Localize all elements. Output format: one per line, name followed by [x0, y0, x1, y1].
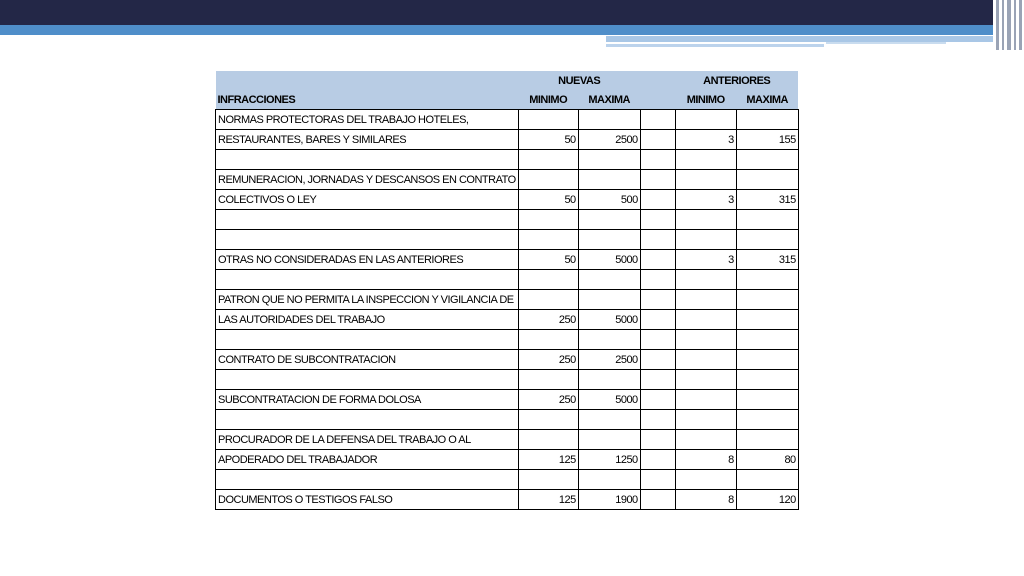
- table-row: [216, 110, 799, 130]
- table-row: [216, 470, 799, 490]
- table-row: [216, 250, 799, 270]
- row-nuevas-minimo: [518, 150, 578, 170]
- row-anteriores-maxima: 80: [736, 450, 798, 470]
- row-anteriores-minimo: [675, 410, 736, 430]
- row-anteriores-minimo: [675, 390, 736, 410]
- row-spacer-cell: [640, 130, 675, 150]
- row-spacer-cell: [640, 110, 675, 130]
- row-anteriores-maxima: [736, 470, 798, 490]
- row-spacer-cell: [640, 350, 675, 370]
- header-infracciones: INFRACCIONES: [216, 90, 519, 110]
- row-infraccion: PROCURADOR DE LA DEFENSA DEL TRABAJO O AL: [216, 430, 519, 450]
- row-nuevas-minimo: [518, 170, 578, 190]
- row-nuevas-maxima: 2500: [578, 130, 640, 150]
- row-nuevas-minimo: [518, 370, 578, 390]
- slide-header-band: [0, 0, 1024, 25]
- row-nuevas-minimo: [518, 330, 578, 350]
- table-row: [216, 370, 799, 390]
- row-nuevas-maxima: [578, 470, 640, 490]
- row-spacer-cell: [640, 470, 675, 490]
- infractions-table: [215, 71, 799, 510]
- row-nuevas-minimo: 250: [518, 350, 578, 370]
- row-infraccion: [216, 330, 519, 350]
- row-nuevas-maxima: 1900: [578, 490, 640, 510]
- row-nuevas-minimo: [518, 290, 578, 310]
- row-nuevas-maxima: 2500: [578, 350, 640, 370]
- row-anteriores-minimo: 3: [675, 250, 736, 270]
- row-spacer-cell: [640, 370, 675, 390]
- row-anteriores-maxima: [736, 170, 798, 190]
- row-anteriores-maxima: [736, 390, 798, 410]
- row-anteriores-minimo: [675, 150, 736, 170]
- table-row: [216, 130, 799, 150]
- table-row: [216, 190, 799, 210]
- row-spacer-cell: [640, 170, 675, 190]
- row-anteriores-maxima: [736, 350, 798, 370]
- row-nuevas-minimo: 50: [518, 130, 578, 150]
- row-anteriores-maxima: 315: [736, 250, 798, 270]
- table-row: [216, 170, 799, 190]
- table-row: [216, 490, 799, 510]
- row-nuevas-maxima: [578, 370, 640, 390]
- row-nuevas-minimo: [518, 410, 578, 430]
- row-nuevas-maxima: 5000: [578, 390, 640, 410]
- row-nuevas-minimo: 125: [518, 450, 578, 470]
- row-anteriores-maxima: [736, 370, 798, 390]
- header-nuevas-maxima: MAXIMA: [578, 90, 640, 110]
- row-nuevas-maxima: [578, 210, 640, 230]
- row-nuevas-minimo: [518, 470, 578, 490]
- row-infraccion: SUBCONTRATACION DE FORMA DOLOSA: [216, 390, 519, 410]
- row-nuevas-minimo: 50: [518, 190, 578, 210]
- row-anteriores-maxima: [736, 110, 798, 130]
- row-anteriores-maxima: [736, 430, 798, 450]
- table-row: [216, 310, 799, 330]
- row-anteriores-minimo: [675, 110, 736, 130]
- row-infraccion: [216, 410, 519, 430]
- row-anteriores-minimo: [675, 230, 736, 250]
- row-nuevas-minimo: [518, 210, 578, 230]
- row-anteriores-minimo: [675, 210, 736, 230]
- row-infraccion: LAS AUTORIDADES DEL TRABAJO: [216, 310, 519, 330]
- row-infraccion: [216, 270, 519, 290]
- row-anteriores-minimo: [675, 430, 736, 450]
- row-spacer-cell: [640, 190, 675, 210]
- row-spacer-cell: [640, 290, 675, 310]
- table-row: [216, 210, 799, 230]
- row-infraccion: [216, 150, 519, 170]
- row-anteriores-maxima: [736, 210, 798, 230]
- table-row: [216, 410, 799, 430]
- row-anteriores-maxima: [736, 230, 798, 250]
- row-anteriores-maxima: [736, 270, 798, 290]
- header-anteriores-maxima: MAXIMA: [736, 90, 798, 110]
- row-spacer-cell: [640, 330, 675, 350]
- table-row: [216, 330, 799, 350]
- decorative-bar: [826, 42, 946, 44]
- row-infraccion: PATRON QUE NO PERMITA LA INSPECCION Y VIGILANCIA DE: [216, 290, 519, 310]
- row-nuevas-maxima: [578, 110, 640, 130]
- table-row: [216, 230, 799, 250]
- row-nuevas-minimo: [518, 110, 578, 130]
- row-spacer-cell: [640, 430, 675, 450]
- row-nuevas-maxima: [578, 290, 640, 310]
- row-anteriores-minimo: 3: [675, 190, 736, 210]
- header-nuevas: NUEVAS: [518, 71, 640, 90]
- table-row: [216, 450, 799, 470]
- row-nuevas-maxima: 5000: [578, 250, 640, 270]
- table-row: [216, 270, 799, 290]
- row-infraccion: COLECTIVOS O LEY: [216, 190, 519, 210]
- row-infraccion: CONTRATO DE SUBCONTRATACION: [216, 350, 519, 370]
- table-row: [216, 430, 799, 450]
- slide-accent-line: [0, 25, 1000, 35]
- row-anteriores-minimo: 8: [675, 450, 736, 470]
- row-spacer-cell: [640, 150, 675, 170]
- row-spacer-cell: [640, 230, 675, 250]
- row-nuevas-maxima: [578, 410, 640, 430]
- table-row: [216, 350, 799, 370]
- row-nuevas-maxima: [578, 150, 640, 170]
- decorative-bar: [606, 44, 824, 47]
- row-nuevas-minimo: [518, 270, 578, 290]
- row-spacer-cell: [640, 390, 675, 410]
- row-anteriores-minimo: [675, 270, 736, 290]
- row-nuevas-minimo: 250: [518, 310, 578, 330]
- row-nuevas-maxima: 500: [578, 190, 640, 210]
- row-nuevas-minimo: 250: [518, 390, 578, 410]
- row-spacer-cell: [640, 270, 675, 290]
- row-infraccion: DOCUMENTOS O TESTIGOS FALSO: [216, 490, 519, 510]
- header-anteriores-minimo: MINIMO: [675, 90, 736, 110]
- row-anteriores-maxima: [736, 310, 798, 330]
- row-nuevas-minimo: 125: [518, 490, 578, 510]
- row-anteriores-maxima: [736, 290, 798, 310]
- row-anteriores-maxima: 120: [736, 490, 798, 510]
- table-row: [216, 290, 799, 310]
- row-nuevas-maxima: [578, 330, 640, 350]
- header-anteriores: ANTERIORES: [675, 71, 798, 90]
- row-anteriores-minimo: [675, 470, 736, 490]
- row-anteriores-minimo: 8: [675, 490, 736, 510]
- header-row-columns: [216, 90, 799, 110]
- row-anteriores-maxima: [736, 410, 798, 430]
- header-nuevas-minimo: MINIMO: [518, 90, 578, 110]
- row-infraccion: OTRAS NO CONSIDERADAS EN LAS ANTERIORES: [216, 250, 519, 270]
- decorative-stripes: [993, 0, 1024, 50]
- header-row-groups: [216, 71, 799, 90]
- row-spacer-cell: [640, 250, 675, 270]
- row-nuevas-maxima: [578, 170, 640, 190]
- row-anteriores-minimo: [675, 310, 736, 330]
- row-nuevas-maxima: 5000: [578, 310, 640, 330]
- row-spacer-cell: [640, 490, 675, 510]
- row-anteriores-minimo: [675, 170, 736, 190]
- table-row: [216, 150, 799, 170]
- row-anteriores-minimo: [675, 290, 736, 310]
- row-anteriores-maxima: 155: [736, 130, 798, 150]
- row-nuevas-minimo: [518, 430, 578, 450]
- row-anteriores-maxima: [736, 150, 798, 170]
- row-anteriores-maxima: 315: [736, 190, 798, 210]
- row-nuevas-maxima: [578, 430, 640, 450]
- row-infraccion: [216, 370, 519, 390]
- row-infraccion: REMUNERACION, JORNADAS Y DESCANSOS EN CONTRATO: [216, 170, 519, 190]
- row-infraccion: [216, 470, 519, 490]
- row-spacer-cell: [640, 210, 675, 230]
- row-nuevas-minimo: [518, 230, 578, 250]
- row-anteriores-minimo: [675, 330, 736, 350]
- table-row: [216, 390, 799, 410]
- row-infraccion: NORMAS PROTECTORAS DEL TRABAJO HOTELES,: [216, 110, 519, 130]
- row-anteriores-minimo: [675, 350, 736, 370]
- row-infraccion: APODERADO DEL TRABAJADOR: [216, 450, 519, 470]
- row-spacer-cell: [640, 410, 675, 430]
- row-spacer-cell: [640, 310, 675, 330]
- row-infraccion: [216, 230, 519, 250]
- row-infraccion: [216, 210, 519, 230]
- row-anteriores-maxima: [736, 330, 798, 350]
- row-anteriores-minimo: [675, 370, 736, 390]
- row-infraccion: RESTAURANTES, BARES Y SIMILARES: [216, 130, 519, 150]
- row-nuevas-maxima: [578, 270, 640, 290]
- row-nuevas-maxima: 1250: [578, 450, 640, 470]
- row-nuevas-minimo: 50: [518, 250, 578, 270]
- row-anteriores-minimo: 3: [675, 130, 736, 150]
- row-nuevas-maxima: [578, 230, 640, 250]
- row-spacer-cell: [640, 450, 675, 470]
